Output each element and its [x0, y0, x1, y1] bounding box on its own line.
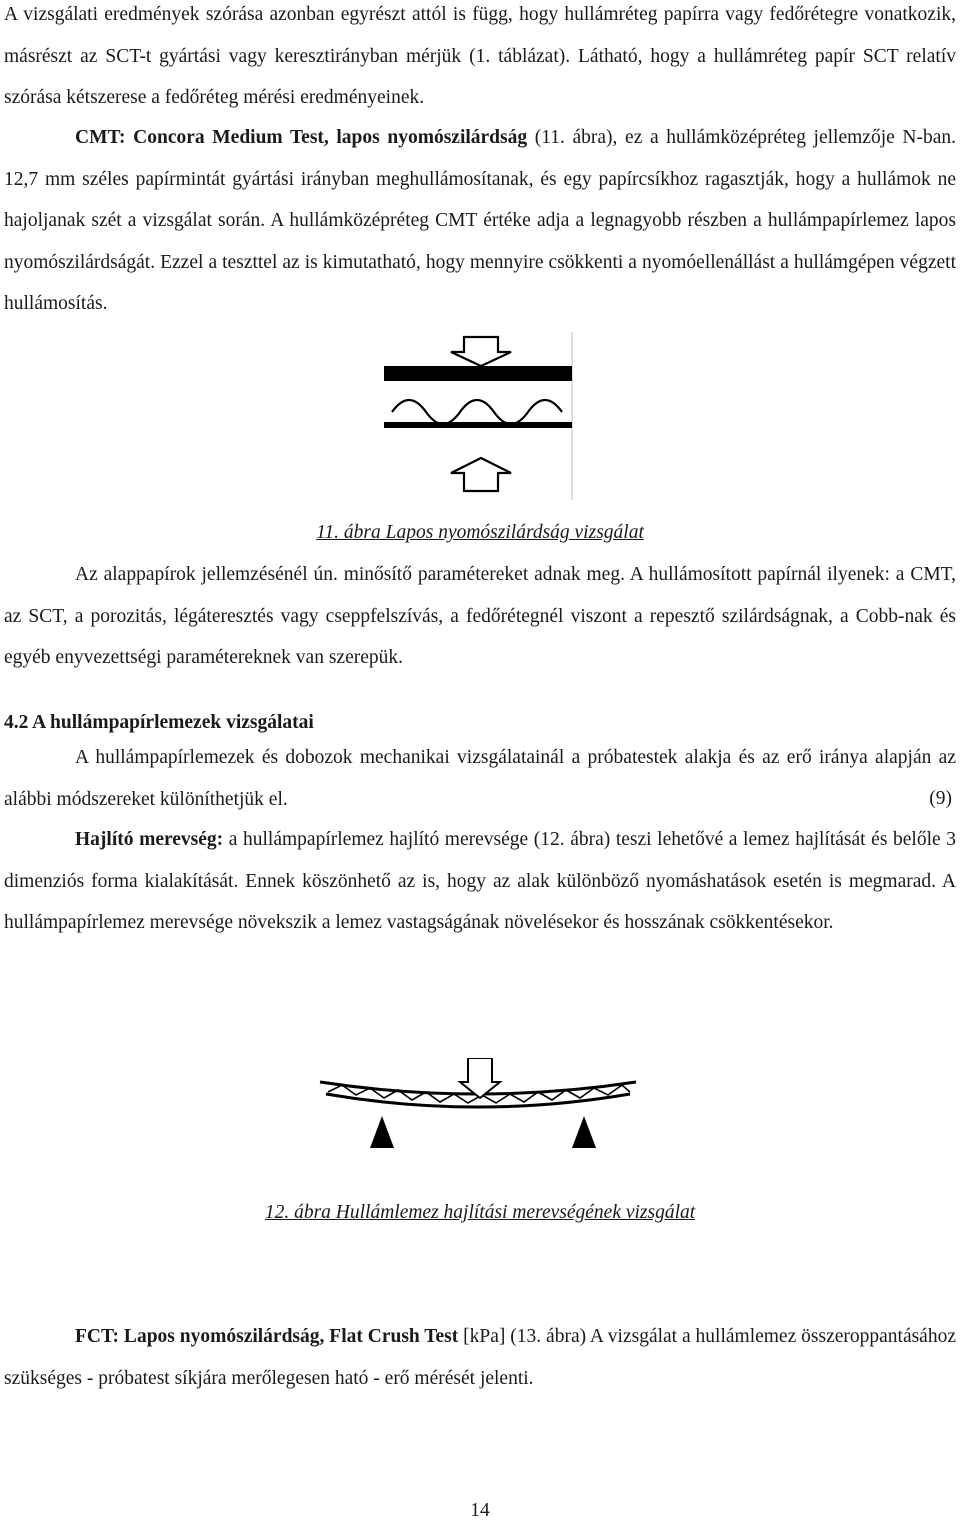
left-support-triangle — [370, 1116, 394, 1148]
paragraph-bending — [4, 819, 956, 944]
up-arrow-icon — [451, 458, 511, 491]
paragraph-base-papers-text: Az alappapírok jellemzésénél ún. minősítő paramétereket adnak meg. A hullámosított papírnál ilyenek: a CMT, az SCT, a porozitás, légáteresztés vagy cseppfelszívás, a fedőrétegnél viszont a repesztő szilárdságnak, a Cobb-nak és egyéb enyvezettségi paramétereknek van szerepük. — [4, 564, 956, 668]
bottom-plate — [384, 422, 572, 428]
section-heading: 4.2 A hullámpapírlemezek vizsgálatai — [4, 712, 314, 733]
paragraph-bending-text: a hullámpapírlemez hajlító merevsége (12. ábra) teszi lehetővé a lemez hajlítását és belőle 3 dimenziós forma kialakítását. Ennek köszönhető az is, hogy az alak különböző nyomáshatások esetén is megmarad. A hullámpapírlemez merevsége növekszik a lemez vastagságának növelésekor és hosszának csökkentésekor. — [4, 829, 956, 933]
paragraph-fct-text: [kPa] (13. ábra) A vizsgálat a hullámlemez összeroppantásához szükséges - próbatest síkjára merőlegesen ható - erő mérését jelenti. — [4, 1326, 956, 1389]
term-bending-stiffness: Hajlító merevség: — [75, 829, 224, 850]
figure-bending-diagram — [318, 1058, 638, 1158]
paragraph-sct-scatter: A vizsgálati eredmények szórása azonban egyrészt attól is függ, hogy hullámréteg papírra vagy fedőrétegre vonatkozik, másrészt az SCT-t gyártási vagy keresztirányban mérjük (1. táblázat). Látható, hogy a hullámréteg papír SCT relatív szórása kétszerese a fedőréteg mérési eredményeinek. — [4, 4, 956, 108]
term-fct: FCT: Lapos nyomószilárdság, Flat Crush Test — [75, 1326, 459, 1347]
figure-12-caption: 12. ábra Hullámlemez hajlítási merevségének vizsgálat — [264, 1202, 696, 1223]
paragraph-base-papers — [4, 554, 956, 679]
corrugated-wave — [392, 400, 562, 424]
paragraph-cmt-text: (11. ábra), ez a hullámközépréteg jellemzője N-ban. 12,7 mm széles papírmintát gyártási irányban meghullámosítanak, és egy papírcsíkhoz ragasztják, hogy a hullámok ne hajoljanak szét a vizsgálat során. A hullámközépréteg CMT értéke adja a legnagyobb részben a hullámpapírlemez lapos nyomószilárdságát. Ezzel a teszttel az is kimutatható, hogy mennyire csökkenti a nyomóellenállást a hullámgépen végzett hullámosítás. — [4, 127, 956, 314]
paragraph-fct — [4, 1316, 956, 1399]
paragraph-cmt — [4, 117, 956, 325]
right-support-triangle — [572, 1116, 596, 1148]
paragraph-board-tests — [4, 737, 956, 820]
page-number: 14 — [470, 1500, 490, 1521]
figure-cmt-diagram — [382, 332, 582, 502]
down-arrow-icon — [460, 1058, 500, 1098]
paragraph-board-tests-text: A hullámpapírlemezek és dobozok mechanikai vizsgálatainál a próbatestek alakja és az erő iránya alapján az alábbi módszereket különíthetjük el. — [4, 747, 956, 810]
down-arrow-icon — [451, 337, 511, 366]
term-cmt: CMT: Concora Medium Test, lapos nyomószilárdság — [75, 127, 528, 148]
top-plate — [384, 366, 572, 381]
equation-number: (9) — [929, 788, 952, 809]
figure-11-caption: 11. ábra Lapos nyomószilárdság vizsgálat — [316, 522, 644, 543]
